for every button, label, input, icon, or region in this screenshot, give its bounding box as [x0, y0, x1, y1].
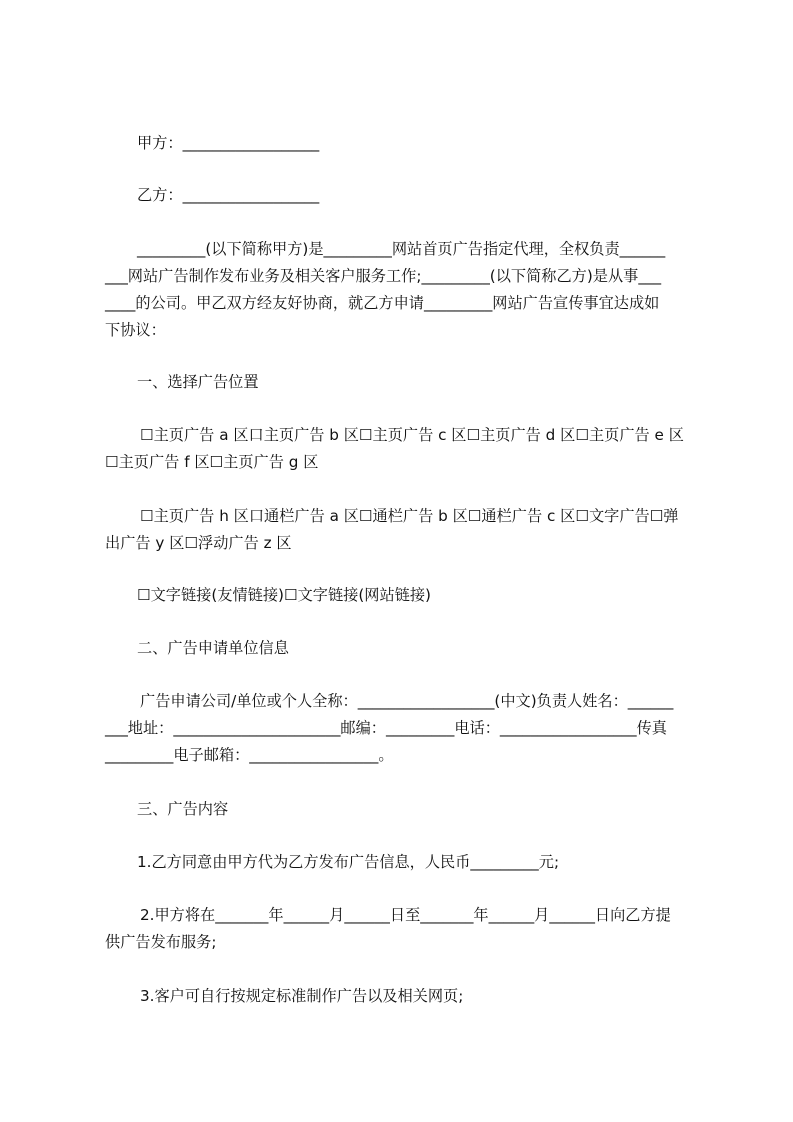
ad-position-line-1: ☐主页广告 a 区口主页广告 b 区☐主页广告 c 区☐主页广告 d 区☐主页广告 e 区	[140, 426, 684, 444]
section-1-heading: 一、选择广告位置	[137, 373, 259, 391]
content-item-2-line-2: 供广告发布服务;	[105, 933, 217, 951]
party-a-line: 甲方：__________________	[137, 134, 320, 152]
content-item-2-line-1: 2.甲方将在_______年______月______日至_______年______月______日向乙方提	[140, 906, 671, 924]
applicant-info-line-2: ___地址：______________________邮编：_________电话：__________________传真	[105, 719, 667, 737]
content-item-1: 1.乙方同意由甲方代为乙方发布广告信息，人民币_________元;	[137, 853, 560, 871]
content-item-3: 3.客户可自行按规定标准制作广告以及相关网页;	[140, 987, 464, 1005]
intro-line-4: 下协议：	[105, 321, 166, 339]
ad-position-line-3: ☐主页广告 h 区口通栏广告 a 区☐通栏广告 b 区☐通栏广告 c 区☐文字广告☐弹	[140, 507, 679, 525]
section-2-heading: 二、广告申请单位信息	[137, 639, 289, 657]
intro-line-1: _________(以下简称甲方)是_________网站首页广告指定代理，全权负责______	[137, 240, 666, 258]
applicant-info-line-3: _________电子邮箱：_________________。	[105, 746, 394, 764]
intro-line-2: ___网站广告制作发布业务及相关客户服务工作;_________(以下简称乙方)是从事___	[105, 267, 662, 285]
ad-position-line-4: 出广告 y 区☐浮动广告 z 区	[105, 534, 292, 552]
ad-position-line-2: ☐主页广告 f 区☐主页广告 g 区	[105, 453, 319, 471]
intro-line-3: ____的公司。甲乙双方经友好协商，就乙方申请_________网站广告宣传事宜达成如	[105, 294, 660, 312]
party-b-line: 乙方：__________________	[137, 186, 320, 204]
applicant-info-line-1: 广告申请公司/单位或个人全称：__________________(中文)负责人姓名：______	[140, 692, 674, 710]
text-link-line: ☐文字链接(友情链接)☐文字链接(网站链接)	[137, 586, 431, 604]
section-3-heading: 三、广告内容	[137, 800, 229, 818]
